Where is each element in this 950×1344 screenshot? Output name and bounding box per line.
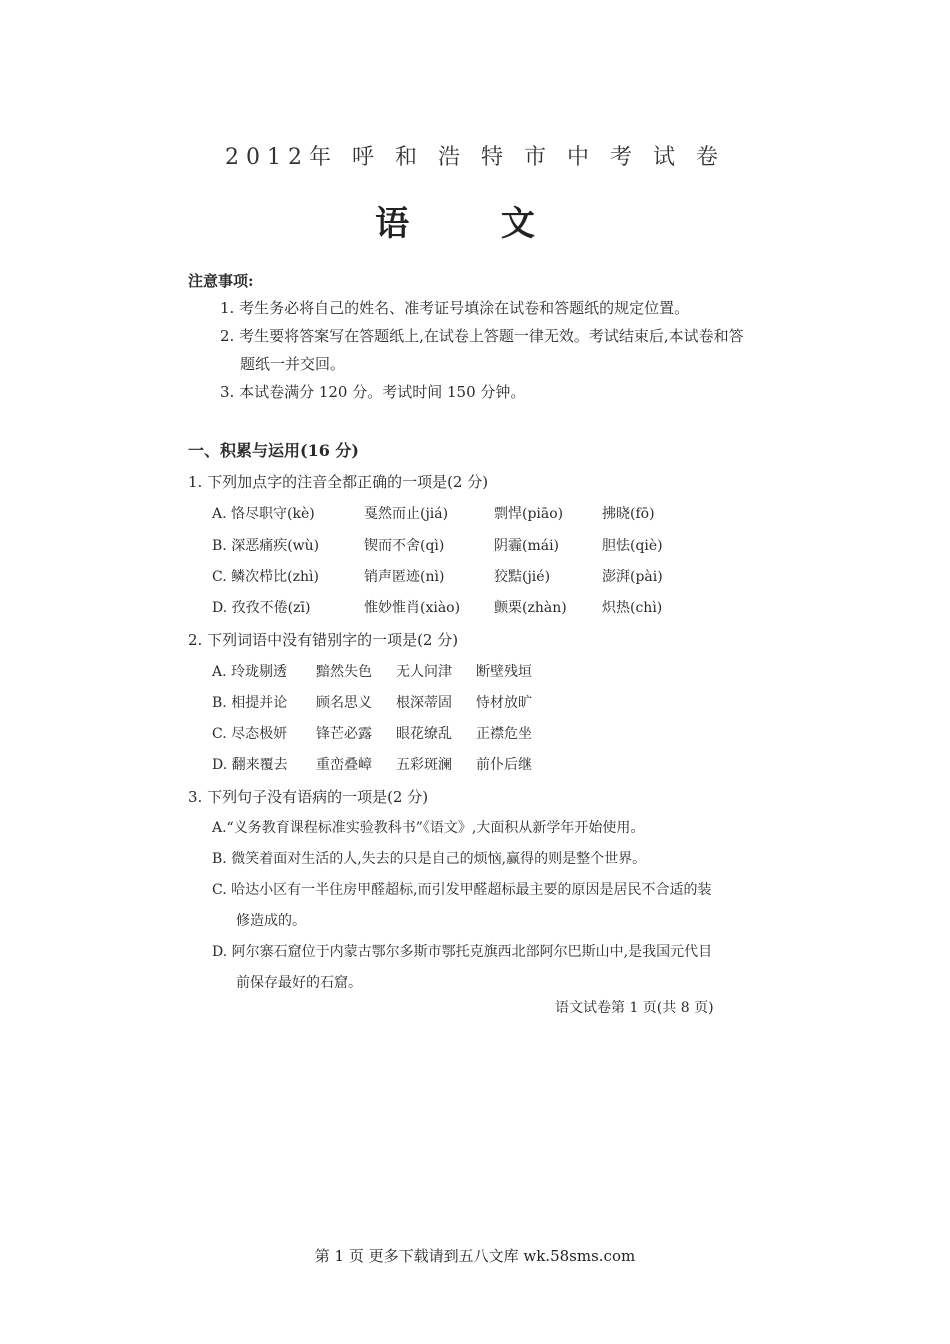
q1-stem: 1. 下列加点字的注音全都正确的一项是(2 分) [188, 473, 489, 491]
notice-heading: 注意事项: [188, 272, 254, 290]
q2-option-cell: C. 尽态极妍 [212, 726, 288, 742]
q2-option-cell: 恃材放旷 [476, 695, 532, 711]
q2-option-cell: 无人问津 [396, 664, 452, 680]
q3-option-c-cont: 修造成的。 [236, 913, 306, 929]
q2-option-cell: 顾名思义 [316, 695, 372, 711]
q2-stem: 2. 下列词语中没有错别字的一项是(2 分) [188, 631, 459, 649]
q3-stem: 3. 下列句子没有语病的一项是(2 分) [188, 788, 429, 806]
q1-option-cell: 颤栗(zhàn) [494, 600, 567, 616]
q2-option-cell: D. 翻来覆去 [212, 757, 288, 773]
q1-option-cell: 剽悍(piāo) [494, 506, 564, 522]
q3-option-d-cont: 前保存最好的石窟。 [236, 975, 362, 991]
q2-option-cell: 眼花缭乱 [396, 726, 452, 742]
q1-option-cell: 戛然而止(jiá) [364, 506, 449, 522]
q1-option-cell: 锲而不舍(qì) [364, 538, 445, 554]
q1-option-cell: 澎湃(pài) [602, 569, 663, 585]
q1-option-cell: 狡黠(jié) [494, 569, 551, 585]
q1-option-cell: 阴霾(mái) [494, 538, 560, 554]
notice-item-2: 2. 考生要将答案写在答题纸上,在试卷上答题一律无效。考试结束后,本试卷和答 [220, 327, 744, 345]
q2-option-cell: 根深蒂固 [396, 695, 452, 711]
q2-option-cell: 前仆后继 [476, 757, 532, 773]
q2-option-cell: 正襟危坐 [476, 726, 532, 742]
q1-option-cell: C. 鳞次栉比(zhì) [212, 569, 319, 585]
q2-option-cell: 锋芒必露 [316, 726, 372, 742]
notice-item-1: 1. 考生务必将自己的姓名、准考证号填涂在试卷和答题纸的规定位置。 [220, 299, 690, 317]
q3-option-b: B. 微笑着面对生活的人,失去的只是自己的烦恼,赢得的则是整个世界。 [212, 851, 647, 867]
q1-option-cell: 胆怯(qiè) [602, 538, 663, 554]
q1-option-cell: 惟妙惟肖(xiào) [364, 600, 461, 616]
subject-title: 语 文 [375, 204, 575, 244]
q1-option-cell: 炽热(chì) [602, 600, 663, 616]
q2-option-cell: 重峦叠嶂 [316, 757, 372, 773]
q3-option-d: D. 阿尔寨石窟位于内蒙古鄂尔多斯市鄂托克旗西北部阿尔巴斯山中,是我国元代目 [212, 944, 713, 960]
q1-option-cell: 拂晓(fō) [602, 506, 655, 522]
section-heading: 一、积累与运用(16 分) [188, 441, 359, 460]
q2-option-cell: 断壁残垣 [476, 664, 532, 680]
q1-option-cell: D. 孜孜不倦(zī) [212, 600, 311, 616]
q2-option-cell: B. 相提并论 [212, 695, 288, 711]
q1-option-cell: 销声匿迹(nì) [364, 569, 445, 585]
q3-option-a: A.“义务教育课程标准实验教科书”《语文》,大面积从新学年开始使用。 [212, 820, 645, 836]
download-footer: 第 1 页 更多下载请到五八文库 wk.58sms.com [314, 1247, 636, 1265]
notice-item-3: 3. 本试卷满分 120 分。考试时间 150 分钟。 [220, 383, 526, 401]
q1-option-cell: A. 恪尽职守(kè) [212, 506, 315, 522]
page-marker: 语文试卷第 1 页(共 8 页) [555, 1000, 714, 1016]
notice-item-2-cont: 题纸一并交回。 [240, 355, 346, 373]
q2-option-cell: A. 玲珑剔透 [212, 664, 288, 680]
q1-option-cell: B. 深恶痛疾(wù) [212, 538, 320, 554]
exam-title: 2012年 呼 和 浩 特 市 中 考 试 卷 [225, 145, 725, 170]
q2-option-cell: 五彩斑澜 [396, 757, 452, 773]
q3-option-c: C. 哈达小区有一半住房甲醛超标,而引发甲醛超标最主要的原因是居民不合适的装 [212, 882, 712, 898]
q2-option-cell: 黯然失色 [316, 664, 372, 680]
